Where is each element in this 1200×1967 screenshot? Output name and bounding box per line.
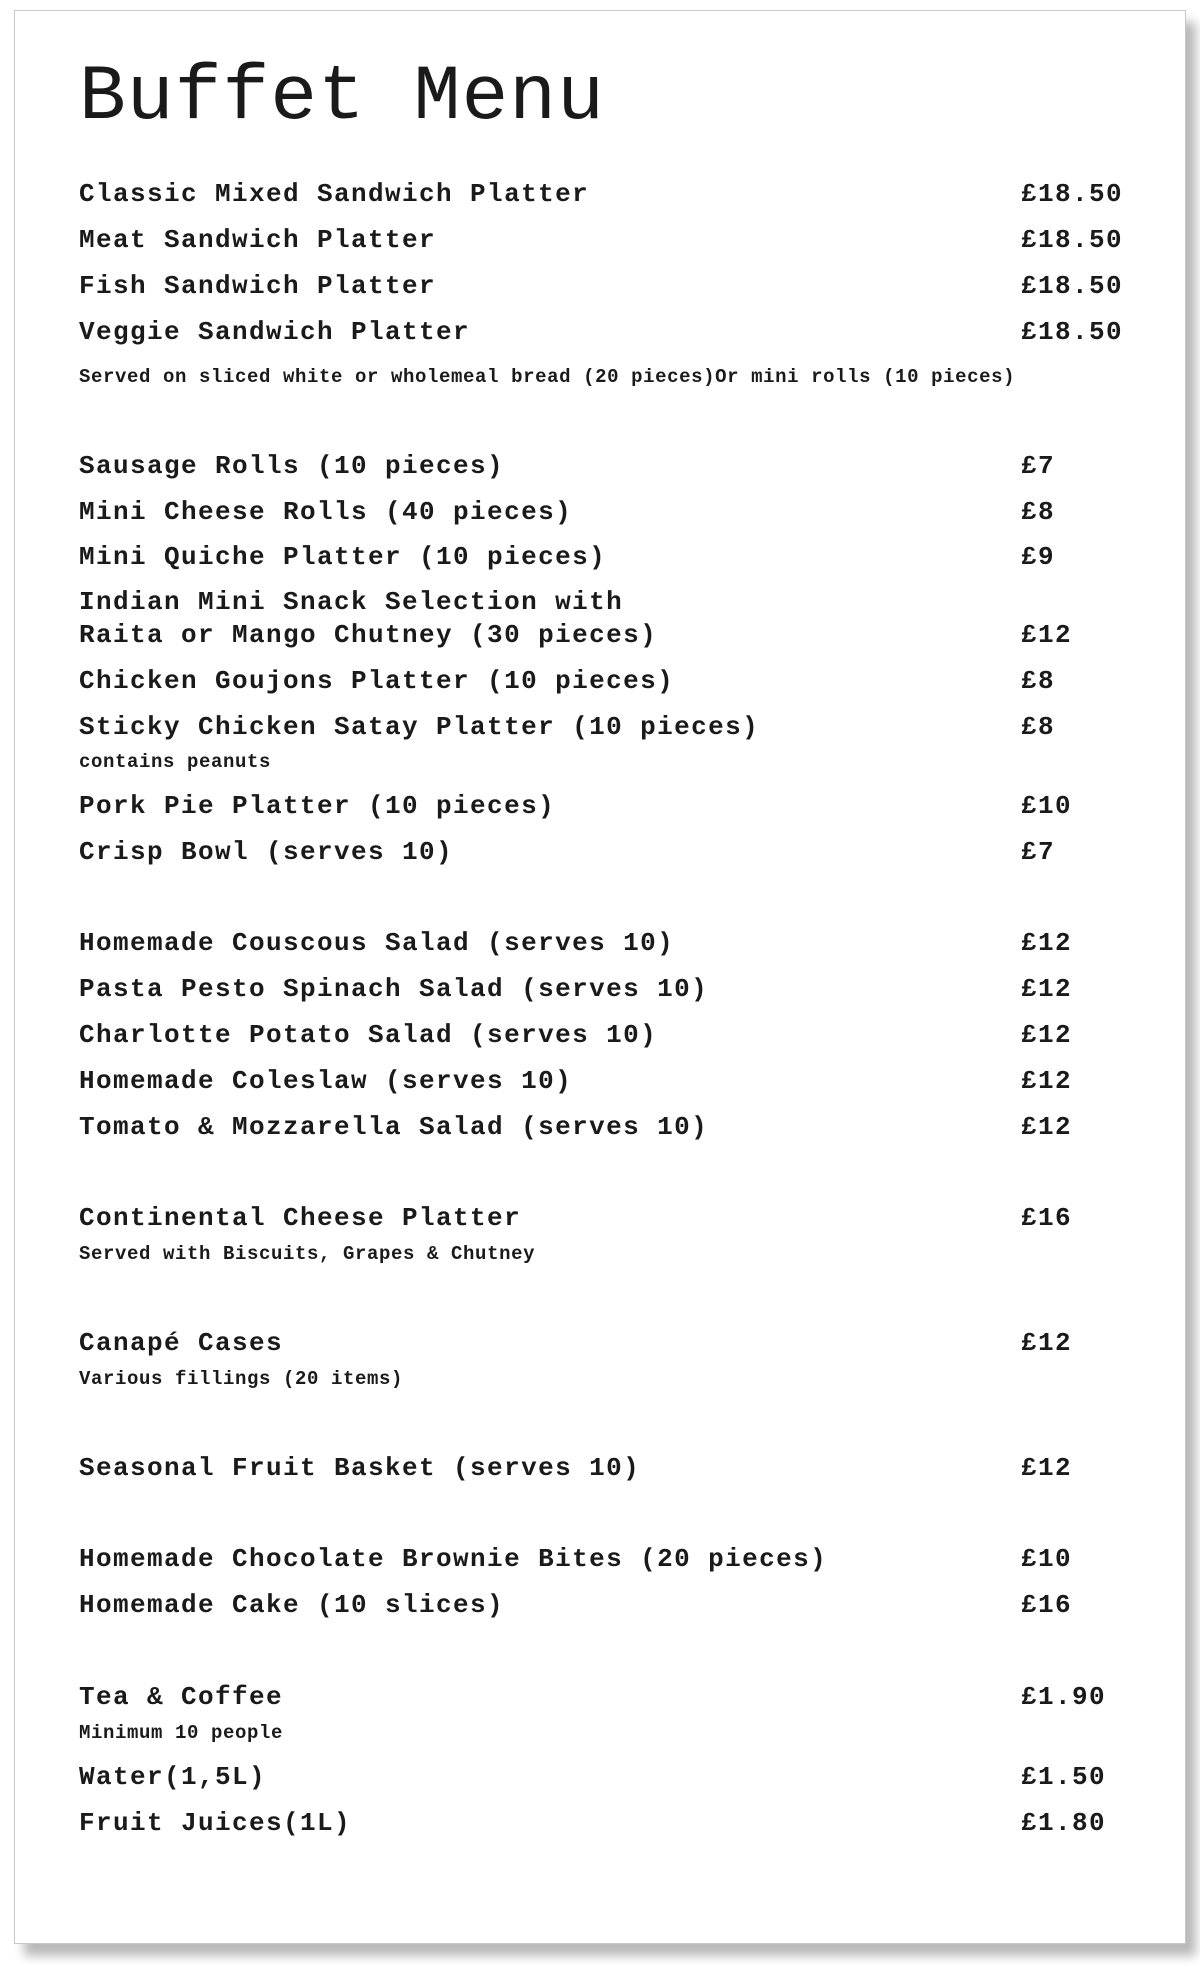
item-name: Homemade Coleslaw (serves 10) xyxy=(79,1066,573,1096)
item-price: £12 xyxy=(1021,1453,1073,1483)
item-name: Seasonal Fruit Basket (serves 10) xyxy=(79,1453,641,1483)
menu-item xyxy=(79,1588,1129,1624)
item-name: Chicken Goujons Platter (10 pieces) xyxy=(79,666,675,696)
item-price: £8 xyxy=(1021,666,1056,696)
menu-item xyxy=(79,315,1129,351)
item-name: Fish Sandwich Platter xyxy=(79,271,437,301)
menu-item xyxy=(79,1806,1129,1842)
item-price: £18.50 xyxy=(1021,225,1124,255)
menu-title: Buffet Menu xyxy=(79,54,605,142)
item-price: £9 xyxy=(1021,542,1056,572)
item-price: £1.80 xyxy=(1021,1808,1107,1838)
item-name-line1: Indian Mini Snack Selection with xyxy=(79,587,624,617)
item-name: Veggie Sandwich Platter xyxy=(79,317,471,347)
menu-item xyxy=(79,710,1129,746)
item-name: Homemade Chocolate Brownie Bites (20 pieces) xyxy=(79,1544,828,1574)
item-name: Fruit Juices(1L) xyxy=(79,1808,352,1838)
item-price: £18.50 xyxy=(1021,317,1124,347)
item-name: Raita or Mango Chutney (30 pieces) xyxy=(79,620,658,650)
menu-item xyxy=(79,835,1129,871)
item-price: £8 xyxy=(1021,712,1056,742)
item-name: Meat Sandwich Platter xyxy=(79,225,437,255)
item-price: £7 xyxy=(1021,837,1056,867)
item-name: Crisp Bowl (serves 10) xyxy=(79,837,454,867)
item-name: Classic Mixed Sandwich Platter xyxy=(79,179,590,209)
menu-item xyxy=(79,223,1129,259)
item-price: £1.90 xyxy=(1021,1682,1107,1712)
item-note: Served with Biscuits, Grapes & Chutney xyxy=(79,1243,536,1265)
menu-item xyxy=(79,1201,1129,1237)
menu-item xyxy=(79,540,1129,576)
item-name: Homemade Couscous Salad (serves 10) xyxy=(79,928,675,958)
menu-item xyxy=(79,1018,1129,1054)
item-name: Tea & Coffee xyxy=(79,1682,284,1712)
item-price: £12 xyxy=(1021,1112,1073,1142)
item-name: Mini Cheese Rolls (40 pieces) xyxy=(79,497,573,527)
item-price: £12 xyxy=(1021,1066,1073,1096)
item-name: Sticky Chicken Satay Platter (10 pieces) xyxy=(79,712,760,742)
section-note: Served on sliced white or wholemeal bread (20 pieces)Or mini rolls (10 pieces) xyxy=(79,366,1016,388)
item-name: Charlotte Potato Salad (serves 10) xyxy=(79,1020,658,1050)
item-price: £16 xyxy=(1021,1590,1073,1620)
item-price: £16 xyxy=(1021,1203,1073,1233)
item-name: Homemade Cake (10 slices) xyxy=(79,1590,505,1620)
menu-item xyxy=(79,495,1129,531)
item-name: Pasta Pesto Spinach Salad (serves 10) xyxy=(79,974,709,1004)
menu-page xyxy=(14,10,1186,1944)
menu-item xyxy=(79,1064,1129,1100)
item-price: £12 xyxy=(1021,1020,1073,1050)
item-price: £12 xyxy=(1021,620,1073,650)
item-name: Continental Cheese Platter xyxy=(79,1203,522,1233)
item-price: £8 xyxy=(1021,497,1056,527)
item-name: Water(1,5L) xyxy=(79,1762,267,1792)
item-name: Mini Quiche Platter (10 pieces) xyxy=(79,542,607,572)
menu-item xyxy=(79,1451,1129,1487)
item-name: Canapé Cases xyxy=(79,1328,284,1358)
item-price: £12 xyxy=(1021,928,1073,958)
item-name: Tomato & Mozzarella Salad (serves 10) xyxy=(79,1112,709,1142)
menu-item xyxy=(79,972,1129,1008)
menu-item xyxy=(79,1326,1129,1362)
item-price: £10 xyxy=(1021,1544,1073,1574)
menu-item xyxy=(79,1110,1129,1146)
item-note: Minimum 10 people xyxy=(79,1722,284,1744)
item-price: £18.50 xyxy=(1021,271,1124,301)
item-name: Sausage Rolls (10 pieces) xyxy=(79,451,505,481)
menu-item xyxy=(79,449,1129,485)
menu-item xyxy=(79,789,1129,825)
menu-item xyxy=(79,177,1129,213)
menu-item xyxy=(79,1680,1129,1716)
menu-item xyxy=(79,1760,1129,1796)
menu-item xyxy=(79,1542,1129,1578)
item-note: contains peanuts xyxy=(79,751,272,773)
item-price: £12 xyxy=(1021,974,1073,1004)
item-note: Various fillings (20 items) xyxy=(79,1368,404,1390)
item-price: £7 xyxy=(1021,451,1056,481)
item-price: £10 xyxy=(1021,791,1073,821)
item-name: Pork Pie Platter (10 pieces) xyxy=(79,791,556,821)
menu-item xyxy=(79,585,1129,621)
menu-item xyxy=(79,664,1129,700)
menu-item xyxy=(79,926,1129,962)
item-price: £18.50 xyxy=(1021,179,1124,209)
item-price: £1.50 xyxy=(1021,1762,1107,1792)
item-price: £12 xyxy=(1021,1328,1073,1358)
menu-item xyxy=(79,269,1129,305)
menu-item xyxy=(79,618,1129,654)
